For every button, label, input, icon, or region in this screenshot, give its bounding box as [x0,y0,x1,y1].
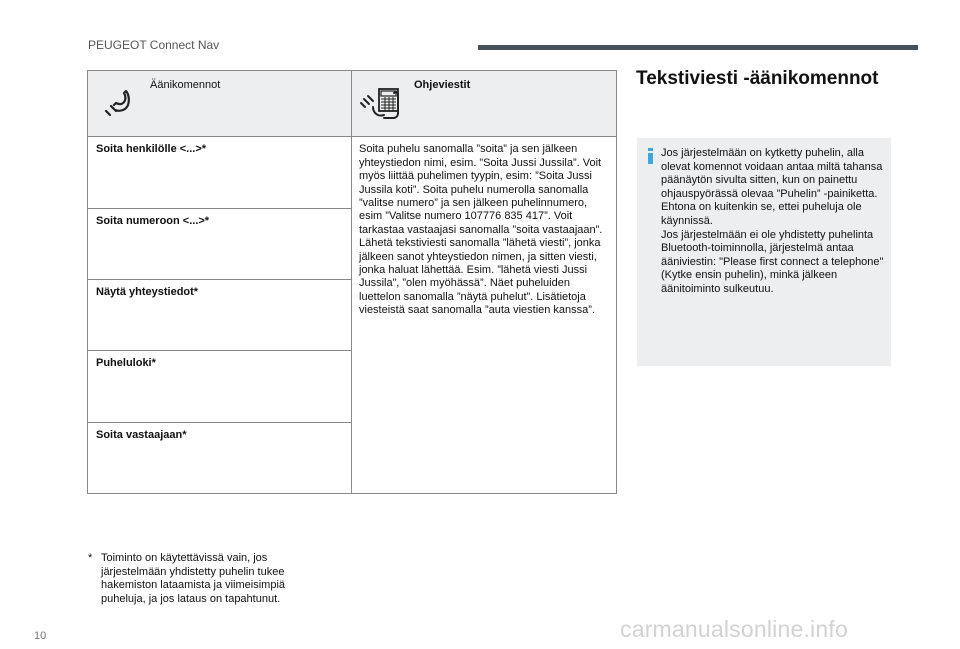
watermark: carmanualsonline.info [620,616,848,642]
column-header-voice-commands-label: Äänikomennot [150,79,221,91]
help-message-text: Soita puhelu sanomalla ”soita” ja sen jälkeen yhteystiedon nimi, esim. ”Soita Jussi Jussila”. Voit myös liittää puhelimen tyypin, esim: ”Soita Jussi Jussila koti”. Soita puhelu numerolla sanomalla ”valitse numero” ja sen jälkeen puhelinnumero, esim ”Valitse numero 107776 835 417”. Voit tarkastaa vastaajasi sanomalla ”soita vastaajaan”. Lähetä tekstiviesti sanomalla ”lähetä viesti”, jonka jälkeen sanot yhteystiedon nimen, ja sitten viesti, jonka haluat lähettää. Esim. ”lähetä viesti Jussi Jussila”, ”olen myöhässä”. Näet puheluiden luettelon sanomalla ”näytä puhelut”. Lisätietoja viesteistä saat sanomalla ”auta viestien kanssa”. [352,137,617,494]
section-title: Tekstiviesti -äänikomennot [636,68,879,89]
info-icon [648,148,653,164]
info-note-paragraph: Jos järjestelmään on kytketty puhelin, alla olevat komennot voidaan antaa miltä tahansa päänäytön sivulta sitten, kun on painettu ohjauspyörässä olevaa ”Puhelin” -painiketta. Ehtona on kuitenkin se, ettei puheluja ole käynnissä. [661,147,883,227]
footnote-marker: * [88,552,93,564]
column-header-help-messages [352,71,617,137]
footnote-text: Toiminto on käytettävissä vain, jos järjestelmään yhdistetty puhelin tukee hakemiston lataamista ja viimeisimpiä puheluja, ja jos lataus on tapahtunut. [101,552,286,605]
info-note-paragraph: Jos järjestelmään ei ole yhdistetty puhelinta Bluetooth-toiminnolla, järjestelmä antaa ääniviestin: "Please first connect a telephone" (Kytke ensin puhelin), minkä jälkeen äänitoiminto sulkeutuu. [661,228,884,295]
command-cell: Soita vastaajaan* [88,422,352,493]
page-number: 10 [34,630,47,642]
command-cell: Soita henkilölle <...>* [88,137,352,208]
header-title: PEUGEOT Connect Nav [88,38,220,52]
footnote [88,552,328,606]
help-message-icon [358,83,404,125]
voice-command-icon [102,85,134,123]
command-cell: Soita numeroon <...>* [88,208,352,279]
info-note-text [661,147,885,297]
info-note [637,138,891,366]
header-bar [478,45,918,50]
column-header-help-messages-label: Ohjeviestit [414,79,471,91]
column-header-voice-commands [88,71,352,137]
command-cell: Puheluloki* [88,351,352,422]
voice-commands-table [87,70,617,494]
command-cell: Näytä yhteystiedot* [88,279,352,350]
